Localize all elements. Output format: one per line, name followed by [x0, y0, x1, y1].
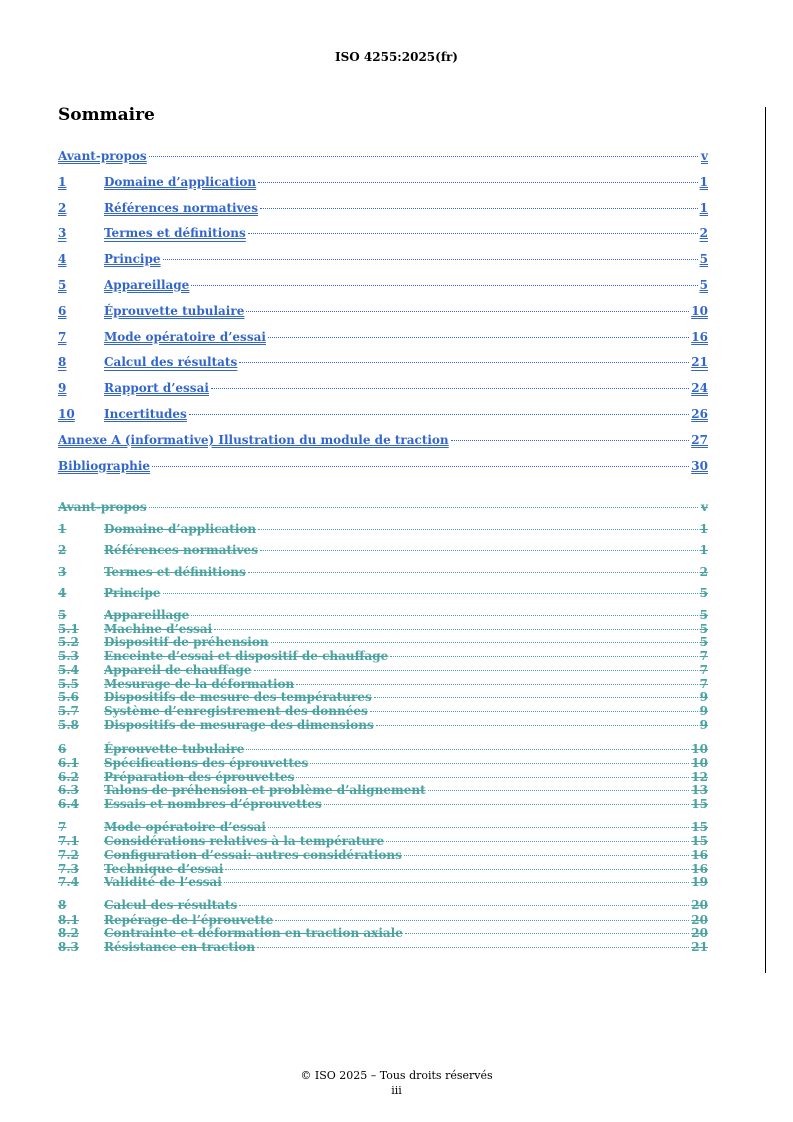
- toc-entry[interactable]: [58, 278, 708, 292]
- toc-entry-title: Rapport d’essai: [104, 381, 209, 396]
- toc-entry: [58, 820, 708, 834]
- toc-entry-number: 6: [58, 741, 67, 756]
- toc-leader-dots: [405, 933, 689, 934]
- toc-entry-number: 5: [58, 278, 67, 292]
- toc-entry-title: Dispositifs de mesurage des dimensions: [104, 718, 374, 733]
- toc-entry-number: 7: [58, 329, 67, 344]
- toc-entry-page: 26: [691, 407, 708, 421]
- toc-entry[interactable]: [58, 226, 708, 240]
- toc-entry-title: Technique d’essai: [104, 861, 224, 876]
- toc-entry[interactable]: [58, 381, 708, 395]
- toc-leader-dots: [275, 920, 689, 921]
- toc-entry: [58, 783, 708, 797]
- toc-entry-page: 2: [699, 564, 708, 579]
- toc-entry-page: 7: [699, 676, 708, 691]
- toc-entry-number: 1: [58, 174, 67, 189]
- toc-entry: [58, 875, 708, 889]
- toc-entry-page: 5: [699, 635, 708, 650]
- toc-entry-page: 10: [691, 303, 708, 318]
- toc-entry-title: Talons de préhension et problème d’alignement: [104, 783, 426, 798]
- toc-leader-dots: [271, 642, 698, 643]
- toc-entry-page: 7: [699, 662, 708, 677]
- toc-entry: [58, 608, 708, 622]
- toc-entry-number: 7.3: [58, 861, 79, 876]
- toc-leader-dots: [149, 156, 698, 157]
- toc-leader-dots: [248, 233, 698, 234]
- toc-entry-title: Dispositif de préhension: [104, 635, 269, 650]
- toc-leader-dots: [386, 841, 689, 842]
- toc-leader-dots: [246, 311, 689, 312]
- toc-entry-title: Références normatives: [104, 543, 258, 558]
- toc-entry: [58, 704, 708, 718]
- toc-leader-dots: [268, 337, 689, 338]
- toc-entry-page: 20: [691, 925, 708, 940]
- toc-entry-page: 24: [691, 381, 708, 396]
- toc-entry-title: Mode opératoire d’essai: [104, 820, 266, 835]
- toc-entry-page: 9: [699, 690, 708, 705]
- toc-entry: [58, 586, 708, 600]
- toc-leader-dots: [370, 711, 698, 712]
- toc-entry-page: 9: [699, 704, 708, 719]
- toc-entry: [58, 797, 708, 811]
- toc-entry-title: Appareil de chauffage: [104, 662, 252, 677]
- toc-entry-number: 5.6: [58, 690, 79, 705]
- toc-leader-dots: [324, 804, 690, 805]
- toc-entry: [58, 543, 708, 557]
- toc-entry-title: Repérage de l’éprouvette: [104, 912, 274, 927]
- toc-entry-title: Résistance en traction: [104, 939, 256, 954]
- toc-entry-page: 5: [699, 252, 708, 267]
- toc-entry: [58, 862, 708, 876]
- toc-entry: [58, 898, 708, 912]
- toc-entry[interactable]: [58, 355, 708, 369]
- toc-entry[interactable]: [58, 252, 708, 266]
- toc-entry-title: Spécifications des éprouvettes: [104, 755, 309, 770]
- toc-entry: [58, 649, 708, 663]
- document-header: ISO 4255:2025(fr): [335, 50, 458, 64]
- toc-entry-title: Principe: [104, 252, 161, 267]
- toc-entry-title: Système d’enregistrement des données: [104, 704, 368, 719]
- toc-entry-number: 2: [58, 543, 67, 558]
- toc-entry-title: Dispositifs de mesure des températures: [104, 690, 372, 705]
- toc-entry-page: 30: [691, 458, 708, 473]
- toc-leader-dots: [296, 777, 689, 778]
- toc-entry: [58, 848, 708, 862]
- toc-entry-title: Machine d’essai: [104, 622, 213, 636]
- toc-entry-page: 16: [691, 329, 708, 344]
- toc-leader-dots: [296, 684, 697, 685]
- toc-leader-dots: [310, 763, 689, 764]
- toc-entry-page: 16: [691, 861, 708, 876]
- toc-entry: [58, 940, 708, 954]
- toc-entry-number: 8: [58, 355, 67, 370]
- toc-entry: [58, 834, 708, 848]
- toc-leader-dots: [211, 388, 689, 389]
- toc-entry[interactable]: [58, 459, 708, 473]
- toc-entry-number: 4: [58, 586, 67, 601]
- toc-entry-page: 20: [691, 898, 708, 913]
- toc-entry-number: 6.3: [58, 783, 79, 798]
- toc-entry-page: 27: [691, 432, 708, 447]
- toc-entry-page: 10: [691, 741, 708, 756]
- toc-entry-title: Incertitudes: [104, 407, 187, 421]
- toc-entry[interactable]: [58, 304, 708, 318]
- toc-entry-page: 21: [691, 939, 708, 954]
- toc-entry-title: Préparation des éprouvettes: [104, 769, 295, 784]
- toc-entry: [58, 690, 708, 704]
- toc-leader-dots: [163, 593, 698, 594]
- toc-entry: [58, 635, 708, 649]
- toc-leader-dots: [149, 507, 698, 508]
- toc-leader-dots: [376, 725, 698, 726]
- toc-entry-title: Domaine d’application: [104, 521, 257, 536]
- toc-entry-title: Validité de l’essai: [104, 875, 222, 890]
- toc-leader-dots: [404, 855, 689, 856]
- toc-entry: [58, 565, 708, 579]
- toc-entry-page: 9: [699, 718, 708, 733]
- toc-entry-number: 5.4: [58, 662, 79, 677]
- toc-entry-number: 5.1: [58, 622, 79, 636]
- toc-entry-title: Domaine d’application: [104, 174, 257, 189]
- toc-entry-title: Configuration d’essai: autres considérations: [104, 847, 402, 862]
- toc-entry-page: v: [701, 500, 708, 514]
- toc-entry-page: 5: [699, 607, 708, 622]
- toc-entry-page: 1: [699, 200, 708, 215]
- toc-entry-title: Avant-propos: [58, 500, 147, 514]
- toc-entry-number: 5.5: [58, 676, 79, 691]
- toc-leader-dots: [189, 414, 690, 415]
- toc-entry[interactable]: [58, 330, 708, 344]
- toc-entry-page: 15: [691, 820, 708, 835]
- toc-leader-dots: [258, 529, 698, 530]
- toc-leader-dots: [268, 827, 689, 828]
- toc-leader-dots: [374, 697, 698, 698]
- toc-leader-dots: [214, 629, 697, 630]
- toc-entry-title: Éprouvette tubulaire: [104, 741, 245, 756]
- toc-leader-dots: [451, 440, 690, 441]
- toc-leader-dots: [257, 947, 689, 948]
- toc-entry[interactable]: [58, 175, 708, 189]
- toc-entry-page: 15: [691, 797, 708, 812]
- toc-entry-number: 7.2: [58, 847, 79, 862]
- toc-entry-title: Principe: [104, 586, 161, 601]
- toc-entry-page: 10: [691, 755, 708, 770]
- toc-entry-number: 5.8: [58, 718, 79, 733]
- toc-entry-number: 4: [58, 252, 67, 267]
- toc-entry-number: 6.4: [58, 797, 79, 812]
- toc-entry[interactable]: [58, 433, 708, 447]
- toc-leader-dots: [191, 285, 697, 286]
- toc-entry-number: 7: [58, 820, 67, 835]
- toc-leader-dots: [260, 208, 698, 209]
- toc-leader-dots: [224, 882, 689, 883]
- toc-entry-title: Éprouvette tubulaire: [104, 303, 245, 318]
- toc-leader-dots: [239, 905, 689, 906]
- toc-entry-page: 12: [691, 769, 708, 784]
- toc-entry-title: Références normatives: [104, 200, 258, 215]
- toc-entry-number: 8.1: [58, 912, 79, 927]
- page-footer: [0, 1068, 793, 1098]
- toc-entry-page: 2: [699, 226, 708, 241]
- toc-entry-number: 5.3: [58, 649, 79, 664]
- toc-entry: [58, 663, 708, 677]
- toc-entry-page: 13: [691, 783, 708, 798]
- toc-entry-number: 8: [58, 898, 67, 913]
- toc-entry-page: 5: [699, 278, 708, 292]
- toc-entry[interactable]: [58, 149, 708, 163]
- toc-entry-title: Contrainte et déformation en traction axiale: [104, 925, 403, 940]
- toc-entry-number: 9: [58, 381, 67, 396]
- toc-entry-number: 3: [58, 564, 67, 579]
- toc-entry: [58, 677, 708, 691]
- toc-entry-number: 10: [58, 407, 75, 421]
- toc-entry-page: v: [701, 149, 708, 163]
- toc-entry-title: Calcul des résultats: [104, 898, 238, 913]
- toc-entry-title: Avant-propos: [58, 149, 147, 163]
- toc-entry-title: Calcul des résultats: [104, 355, 238, 370]
- toc-entry-title: Bibliographie: [58, 458, 151, 473]
- toc-entry: [58, 742, 708, 756]
- toc-entry: [58, 756, 708, 770]
- toc-leader-dots: [390, 656, 697, 657]
- toc-entry[interactable]: [58, 407, 708, 421]
- toc-entry: [58, 770, 708, 784]
- toc-entry-page: 1: [699, 543, 708, 558]
- toc-leader-dots: [428, 790, 690, 791]
- toc-entry-title: Annexe A (informative) Illustration du module de traction: [58, 432, 449, 447]
- toc-leader-dots: [191, 615, 697, 616]
- toc-leader-dots: [258, 182, 698, 183]
- toc-entry-number: 8.3: [58, 939, 79, 954]
- toc-entry-number: 2: [58, 200, 67, 215]
- toc-entry-number: 6: [58, 303, 67, 318]
- toc-entry: [58, 913, 708, 927]
- toc-entry-title: Essais et nombres d’éprouvettes: [104, 797, 322, 812]
- toc-entry-title: Termes et définitions: [104, 564, 246, 579]
- toc-entry-title: Termes et définitions: [104, 226, 246, 241]
- toc-leader-dots: [225, 869, 689, 870]
- page-number: iii: [391, 1084, 402, 1097]
- toc-entry-number: 7.1: [58, 833, 79, 848]
- toc-entry: [58, 500, 708, 514]
- toc-entry-page: 7: [699, 649, 708, 664]
- toc-leader-dots: [254, 670, 698, 671]
- toc-entry: [58, 926, 708, 940]
- toc-entry-page: 5: [699, 586, 708, 601]
- toc-entry-number: 5.2: [58, 635, 79, 650]
- change-bar: [765, 107, 766, 973]
- toc-entry-number: 7.4: [58, 875, 79, 890]
- toc-entry-page: 1: [699, 521, 708, 536]
- copyright-notice: © ISO 2025 – Tous droits réservés: [300, 1069, 493, 1082]
- toc-entry-page: 1: [699, 174, 708, 189]
- toc-entry: [58, 718, 708, 732]
- toc-entry-page: 15: [691, 833, 708, 848]
- toc-entry-title: Enceinte d’essai et dispositif de chauffage: [104, 649, 389, 664]
- toc-entry-title: Appareillage: [104, 278, 190, 292]
- toc-entry-title: Considérations relatives à la température: [104, 833, 385, 848]
- toc-entry-title: Appareillage: [104, 607, 190, 622]
- toc-entry: [58, 522, 708, 536]
- toc-entry-page: 16: [691, 847, 708, 862]
- toc-entry-number: 6.1: [58, 755, 79, 770]
- toc-entry-number: 5: [58, 607, 67, 622]
- toc-entry-title: Mesurage de la déformation: [104, 676, 295, 691]
- toc-entry-number: 5.7: [58, 704, 79, 719]
- toc-entry: [58, 622, 708, 636]
- toc-entry-page: 19: [691, 875, 708, 890]
- toc-entry-number: 3: [58, 226, 67, 241]
- toc-leader-dots: [152, 466, 689, 467]
- toc-leader-dots: [239, 362, 689, 363]
- toc-leader-dots: [260, 550, 698, 551]
- toc-entry[interactable]: [58, 201, 708, 215]
- toc-entry-title: Mode opératoire d’essai: [104, 329, 266, 344]
- toc-entry-number: 8.2: [58, 925, 79, 940]
- toc-entry-page: 20: [691, 912, 708, 927]
- toc-leader-dots: [246, 749, 689, 750]
- toc-leader-dots: [163, 259, 698, 260]
- toc-entry-number: 6.2: [58, 769, 79, 784]
- page-title: Sommaire: [58, 105, 155, 125]
- toc-entry-page: 5: [699, 622, 708, 636]
- toc-entry-page: 21: [691, 355, 708, 370]
- toc-entry-number: 1: [58, 521, 67, 536]
- toc-leader-dots: [248, 572, 698, 573]
